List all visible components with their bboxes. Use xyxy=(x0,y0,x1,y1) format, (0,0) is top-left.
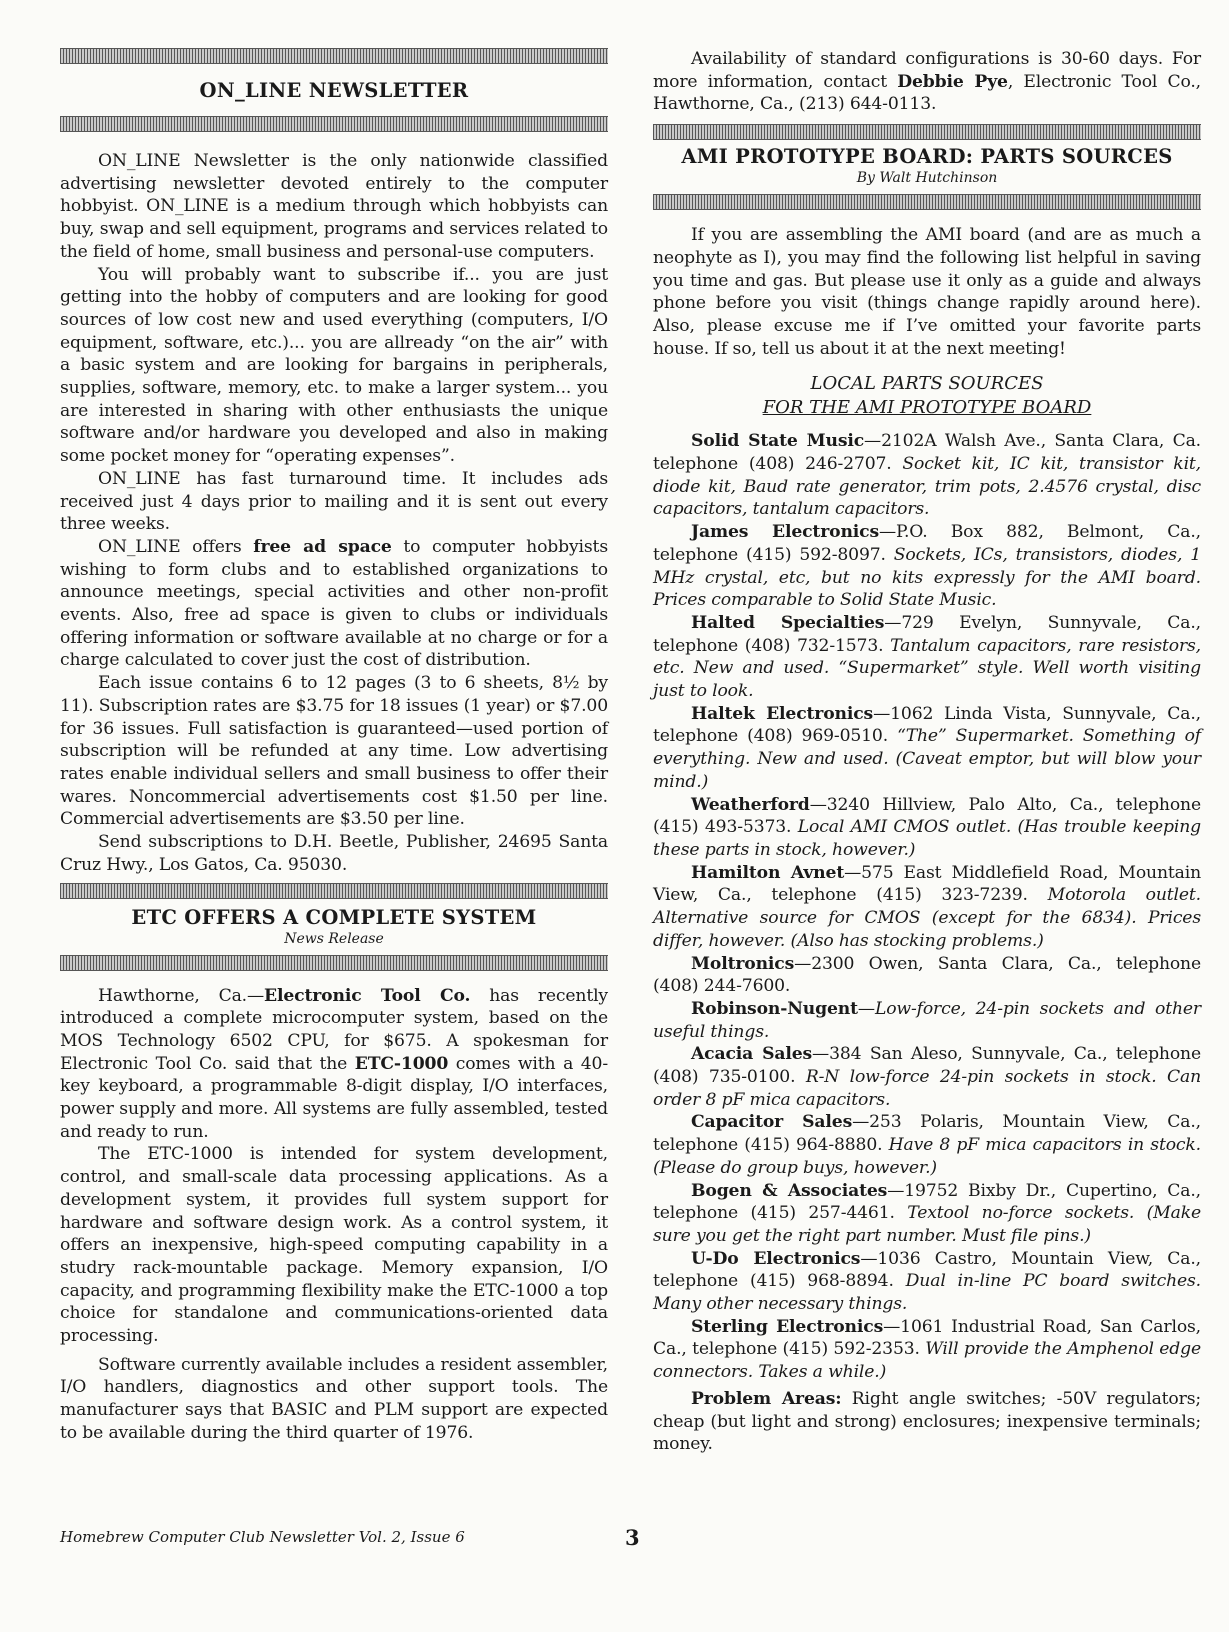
source-name: Halted Specialties xyxy=(691,612,885,633)
source-name: Acacia Sales xyxy=(691,1044,813,1065)
subheading: LOCAL PARTS SOURCES xyxy=(810,373,1044,395)
list-item xyxy=(653,953,1201,998)
paragraph xyxy=(60,985,608,1144)
right-column xyxy=(653,48,1201,1456)
section-rule xyxy=(653,194,1201,210)
section-rule xyxy=(60,116,608,132)
page-number: 3 xyxy=(625,1525,640,1550)
source-name: Hamilton Avnet xyxy=(691,862,845,883)
problem-areas xyxy=(653,1388,1201,1456)
source-note: Tantalum capacitors, rare resistors, etc. New and used. “Supermarket” style. Well worth visiting just to look. xyxy=(653,635,1201,702)
source-address: —2102A Walsh Ave., Santa Clara, Ca. telephone (408) 246-2707. xyxy=(653,431,1201,475)
list-item xyxy=(653,794,1201,862)
text-run: has recently introduced a complete microcomputer system, based on the MOS Technology 6502 CPU, for $675. A spokesman for Electronic Tool Co. said that the xyxy=(60,985,608,1074)
text-run: Hawthorne, Ca.— xyxy=(98,985,265,1006)
bold-text: ETC-1000 xyxy=(354,1053,449,1074)
text-run: comes with a 40-key keyboard, a programmable 8-digit display, I/O interfaces, power supply and more. All systems are fully assembled, tested and ready to run. xyxy=(60,1053,608,1142)
list-item xyxy=(653,1111,1201,1179)
section-rule xyxy=(60,883,608,899)
section-title-ami: AMI PROTOTYPE BOARD: PARTS SOURCES xyxy=(681,145,1173,169)
paragraph xyxy=(653,48,1201,116)
paragraph: ON_LINE has fast turnaround time. It includes ads received just 4 days prior to mailing and it is sent out every three weeks. xyxy=(60,468,608,535)
list-item xyxy=(653,1043,1201,1111)
section-title-online-newsletter: ON_LINE NEWSLETTER xyxy=(199,79,469,102)
source-address: —729 Evelyn, Sunnyvale, Ca., telephone (408) 732-1573. xyxy=(653,612,1201,656)
newsletter-page xyxy=(60,48,1200,1578)
list-item xyxy=(653,430,1201,521)
paragraph: You will probably want to subscribe if... you are just getting into the hobby of computers and are looking for good sources of low cost new and used everything (computers, I/O equipment, software, etc.)... you are allready “on the air” with a basic system and are looking for bargains in peripherals, supplies, software, memory, etc. to make a larger system... you are interested in sharing with other enthusiasts the unique software and/or hardware you developed and also in making some pocket money for “operating expenses”. xyxy=(60,264,608,467)
section-rule xyxy=(60,955,608,971)
source-address: — xyxy=(857,998,875,1019)
list-item xyxy=(653,703,1201,794)
source-note: Motorola outlet. Alternative source for CMOS (except for the 6834). Prices differ, however. (Also has stocking problems.) xyxy=(653,885,1201,951)
list-item xyxy=(653,998,1201,1043)
paragraph: Send subscriptions to D.H. Beetle, Publisher, 24695 Santa Cruz Hwy., Los Gatos, Ca. 95030. xyxy=(60,832,608,875)
byline: By Walt Hutchinson xyxy=(856,170,998,187)
source-note: Local AMI CMOS outlet. (Has trouble keeping these parts in stock, however.) xyxy=(653,817,1202,860)
list-item xyxy=(653,1180,1201,1248)
bold-text: Debbie Pye xyxy=(897,71,1008,92)
page-footer xyxy=(60,1525,1200,1552)
source-address: —1036 Castro, Mountain View, Ca., telephone (415) 968-8894. xyxy=(653,1248,1201,1292)
source-address: —1062 Linda Vista, Sunnyvale, Ca., telephone (408) 969-0510. xyxy=(653,703,1201,747)
paragraph: If you are assembling the AMI board (and are as much a neophyte as I), you may find the following list helpful in saving you time and gas. But please use it only as a guide and always phone before you visit (things change rapidly around here). Also, please excuse me if I’ve omitted your favorite parts house. If so, tell us about it at the next meeting! xyxy=(653,225,1201,359)
section-rule xyxy=(60,48,608,64)
source-name: Capacitor Sales xyxy=(691,1112,853,1133)
source-address: —384 San Aleso, Sunnyvale, Ca., telephone (408) 735-0100. xyxy=(653,1044,1201,1088)
source-name: Haltek Electronics xyxy=(691,703,874,724)
source-address: —253 Polaris, Mountain View, Ca., telephone (415) 964-8880. xyxy=(653,1112,1201,1156)
source-address: —575 East Middlefield Road, Mountain View, Ca., telephone (415) 323-7239. xyxy=(653,862,1201,906)
text-run: ON_LINE offers xyxy=(98,536,254,557)
source-name: James Electronics xyxy=(691,522,880,543)
paragraph: Software currently available includes a resident assembler, I/O handlers, diagnostics and other support tools. The manufacturer says that BASIC and PLM support are expected to be available during the third quarter of 1976. xyxy=(60,1354,608,1443)
list-item xyxy=(653,1316,1201,1384)
source-name: Bogen & Associates xyxy=(691,1180,888,1201)
byline: News Release xyxy=(284,930,384,947)
paragraph: The ETC-1000 is intended for system development, control, and small-scale data processing applications. As a development system, it provides full system support for hardware and software design work. As a control system, it offers an inexpensive, high-speed computing capability in a studry rack-mountable package. Memory expansion, I/O capacity, and programming flexibility make the ETC-1000 a top choice for standalone and communications-oriented data processing. xyxy=(60,1144,608,1347)
section-title-etc: ETC OFFERS A COMPLETE SYSTEM xyxy=(131,905,537,929)
source-note: “The” Supermarket. Something of everything. New and used. (Caveat emptor, but will blow your mind.) xyxy=(653,726,1201,792)
source-name: Weatherford xyxy=(691,794,810,815)
source-note: Sockets, ICs, transistors, diodes, 1 MHz crystal, etc, but no kits expressly for the AMI board. Prices comparable to Solid State Music. xyxy=(653,544,1202,611)
source-address: —3240 Hillview, Palo Alto, Ca., telephone (415) 493-5373. xyxy=(653,794,1201,838)
paragraph: ON_LINE Newsletter is the only nationwide classified advertising newsletter devoted entirely to the computer hobbyist. ON_LINE is a medium through which hobbyists can buy, swap and sell equipment, programs and services related to the field of home, small business and personal-use computers. xyxy=(60,151,608,262)
text-run: , Electronic Tool Co., Hawthorne, Ca., (213) 644-0113. xyxy=(653,71,1201,115)
source-name: Solid State Music xyxy=(691,431,865,452)
left-column xyxy=(60,48,608,1445)
source-note: Have 8 pF mica capacitors in stock. (Please do group buys, however.) xyxy=(653,1135,1201,1178)
paragraph xyxy=(60,536,608,672)
source-address: —1061 Industrial Road, San Carlos, Ca., telephone (415) 592-2353. xyxy=(653,1316,1201,1360)
list-item xyxy=(653,521,1201,612)
section-rule xyxy=(653,124,1201,140)
paragraph: Each issue contains 6 to 12 pages (3 to 6 sheets, 8½ by 11). Subscription rates are $3.75 for 18 issues (1 year) or $7.00 for 36 issues. Full satisfaction is guaranteed—used portion of subscription will be refunded at any time. Low advertising rates enable individual sellers and small business to offer their wares. Noncommercial advertisements cost $1.50 per line. Commercial advertisements are $3.50 per line. xyxy=(60,673,608,830)
source-note: Textool no-force sockets. (Make sure you get the right part number. Must file pins.) xyxy=(653,1203,1201,1246)
parts-sources-list xyxy=(653,430,1201,1384)
source-name: Robinson-Nugent xyxy=(691,998,858,1019)
bold-text: free ad space xyxy=(253,536,392,557)
bold-text: Problem Areas: xyxy=(691,1388,842,1409)
source-name: Moltronics xyxy=(691,953,795,974)
source-note: Low-force, 24-pin sockets and other useful things. xyxy=(653,998,1201,1042)
source-address: —2300 Owen, Santa Clara, Ca., telephone (408) 244-7600. xyxy=(653,953,1201,997)
list-item xyxy=(653,862,1201,953)
source-note: Will provide the Amphenol edge connectors. Takes a while.) xyxy=(653,1339,1201,1383)
text-run: Right angle switches; -50V regulators; cheap (but light and strong) enclosures; inexpensive terminals; money. xyxy=(653,1388,1201,1455)
source-note: Socket kit, IC kit, transistor kit, diode kit, Baud rate generator, trim pots, 2.4576 crystal, disc capacitors, tantalum capacitors. xyxy=(653,454,1201,520)
source-address: —19752 Bixby Dr., Cupertino, Ca., telephone (415) 257-4461. xyxy=(653,1180,1201,1224)
source-name: U-Do Electronics xyxy=(691,1248,861,1269)
footer-text: Homebrew Computer Club Newsletter Vol. 2, Issue 6 xyxy=(60,1528,465,1546)
source-name: Sterling Electronics xyxy=(691,1316,884,1337)
source-note: R-N low-force 24-pin sockets in stock. Can order 8 pF mica capacitors. xyxy=(653,1067,1201,1110)
text-run: to computer hobbyists wishing to form clubs and to established organizations to announce meetings, special activities and other non-profit events. Also, free ad space is given to clubs or individuals offering information or software available at no charge or for a charge calculated to cover just the cost of distribution. xyxy=(60,536,608,671)
list-item xyxy=(653,612,1201,703)
subheading: FOR THE AMI PROTOTYPE BOARD xyxy=(762,397,1092,419)
source-note: Dual in-line PC board switches. Many other necessary things. xyxy=(653,1271,1201,1315)
bold-text: Electronic Tool Co. xyxy=(264,985,471,1006)
source-address: —P.O. Box 882, Belmont, Ca., telephone (415) 592-8097. xyxy=(653,522,1201,565)
list-item xyxy=(653,1248,1201,1316)
text-run: Availability of standard configurations is 30-60 days. For more information, contact xyxy=(653,49,1201,92)
